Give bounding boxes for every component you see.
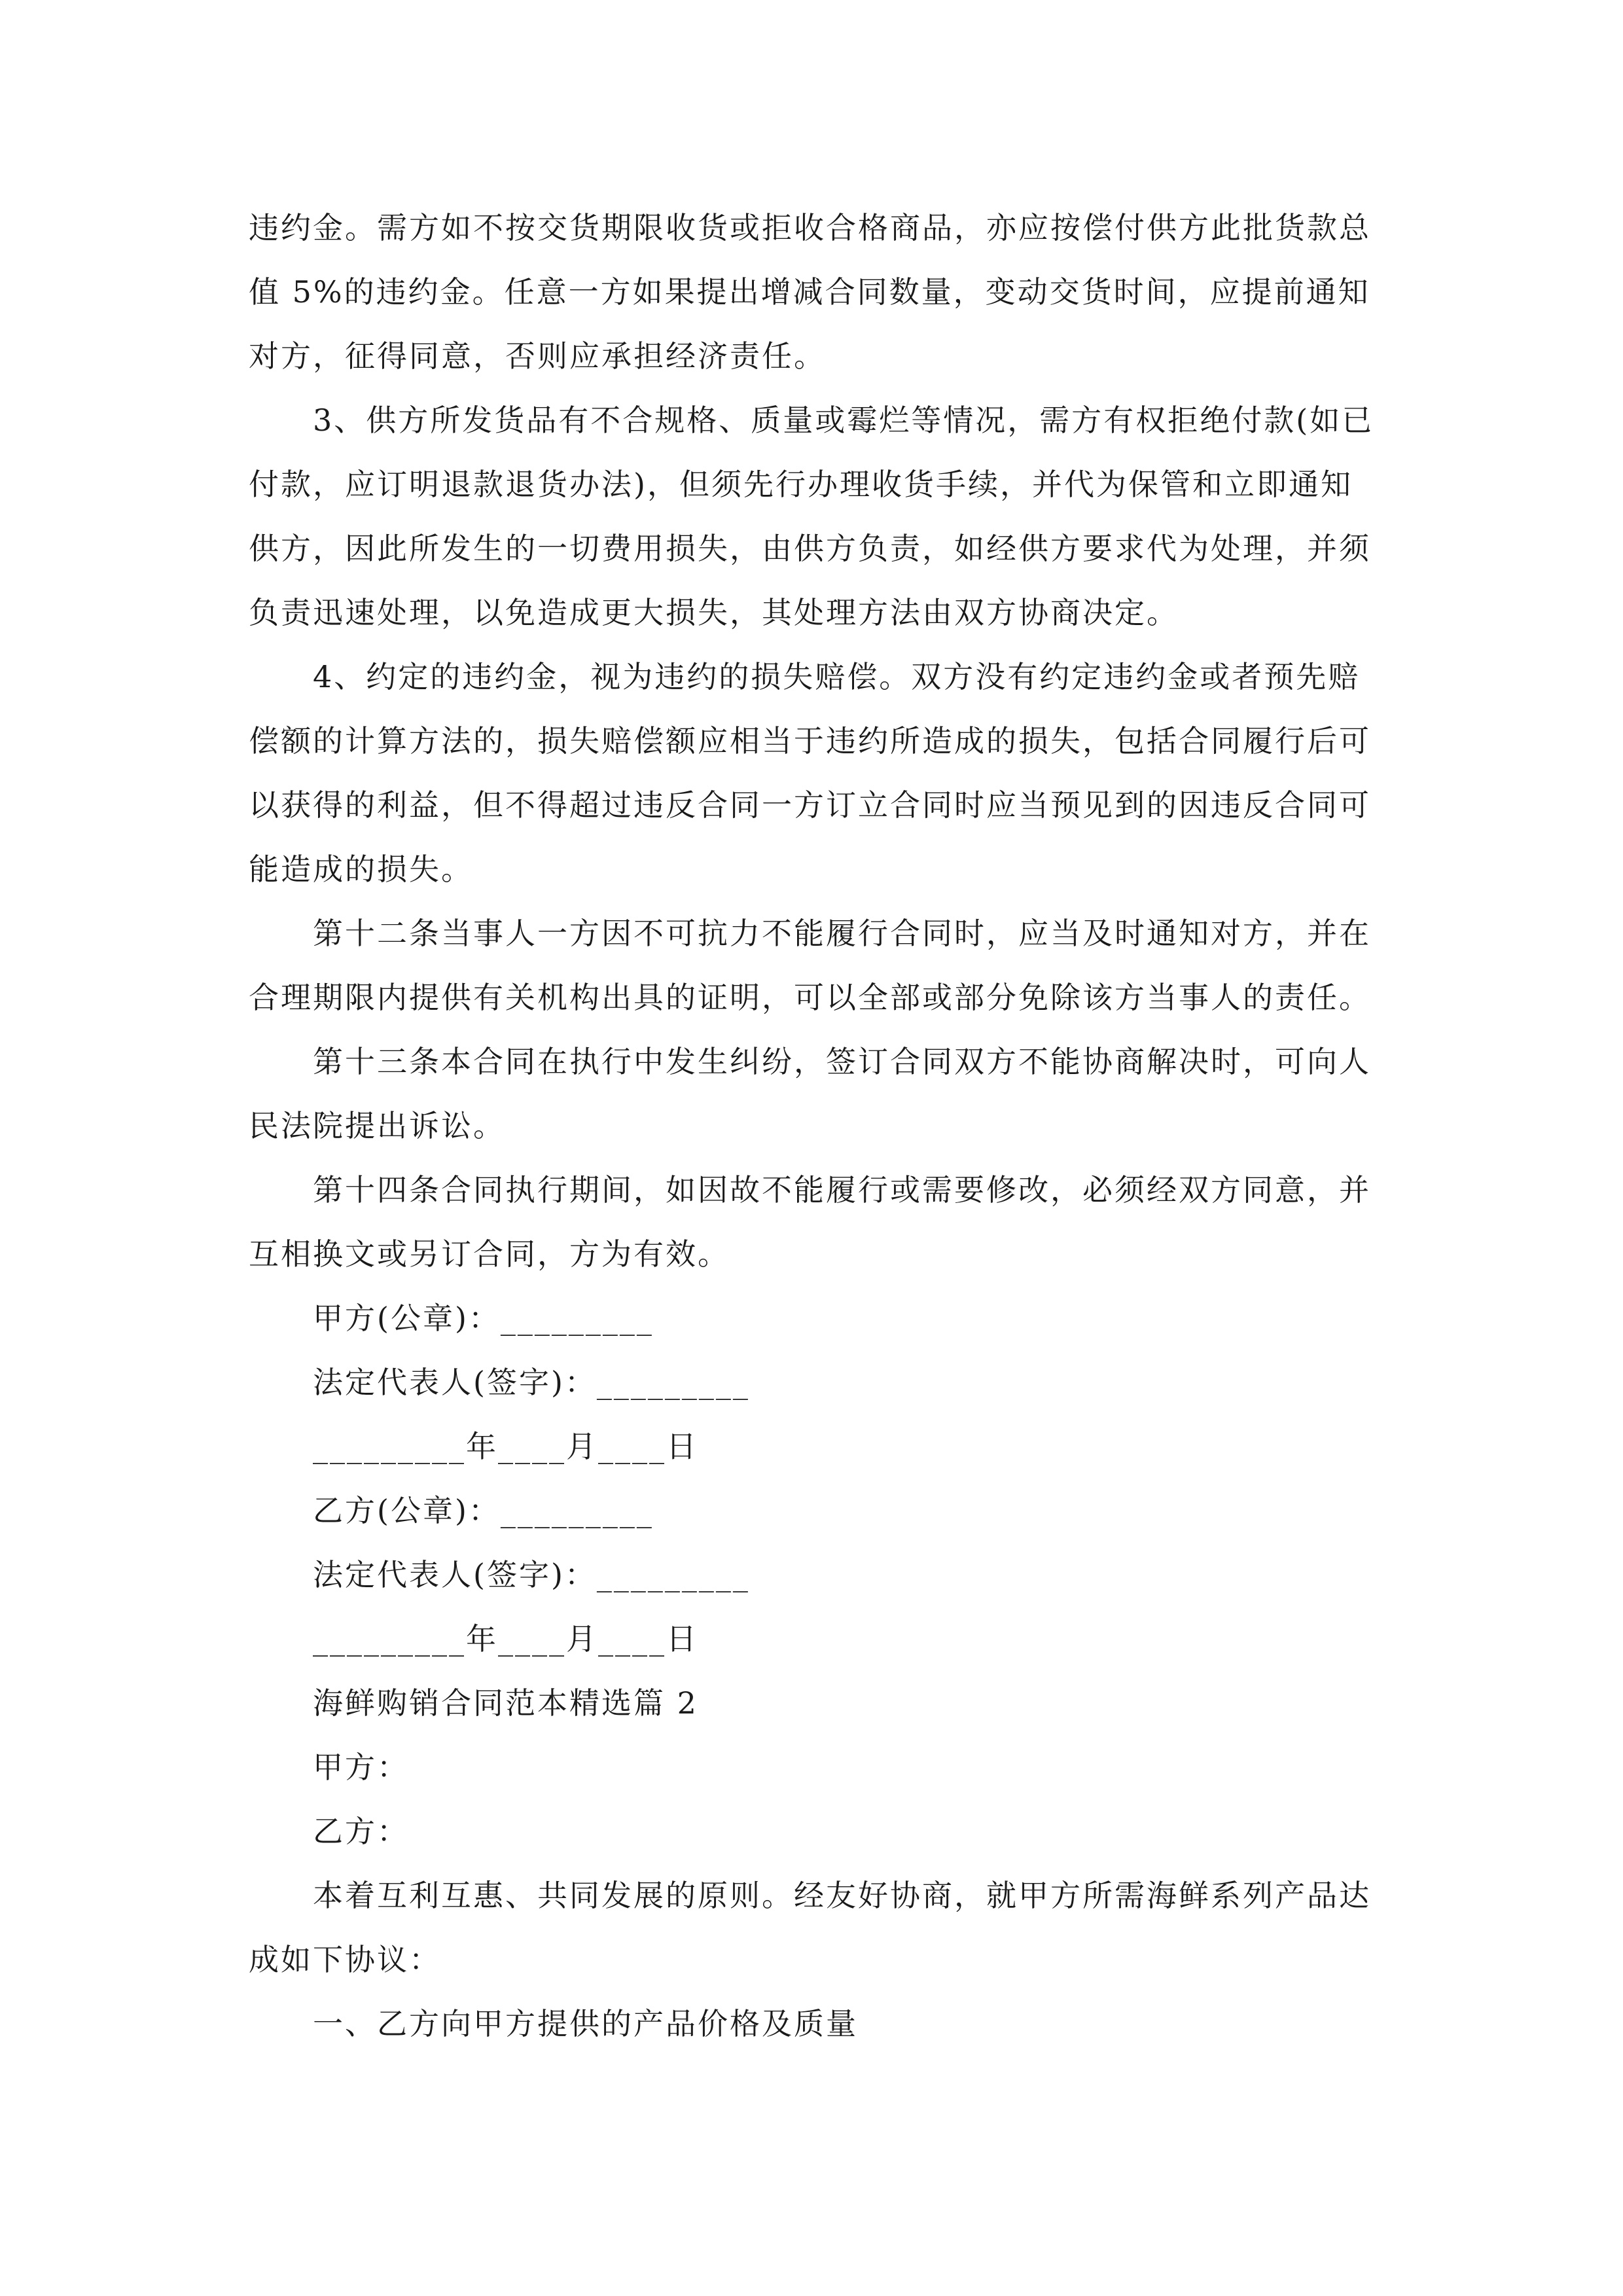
article-14-line: 第十四条合同执行期间，如因故不能履行或需要修改，必须经双方同意，并	[313, 1172, 1371, 1208]
article-14-line: 互相换文或另订合同，方为有效。	[249, 1236, 730, 1272]
party-a-seal-field: 甲方(公章)：_________	[313, 1300, 654, 1336]
section-title: 海鲜购销合同范本精选篇 2	[313, 1685, 698, 1721]
clause-1-heading: 一、乙方向甲方提供的产品价格及质量	[313, 2006, 858, 2041]
article-12-line: 合理期限内提供有关机构出具的证明，可以全部或部分免除该方当事人的责任。	[249, 980, 1371, 1015]
paragraph-line: 4、约定的违约金，视为违约的损失赔偿。双方没有约定违约金或者预先赔	[313, 659, 1361, 694]
paragraph-line: 负责迅速处理，以免造成更大损失，其处理方法由双方协商决定。	[249, 595, 1179, 630]
party-b-seal-field: 乙方(公章)：_________	[313, 1493, 654, 1528]
paragraph-line: 3、供方所发货品有不合规格、质量或霉烂等情况，需方有权拒绝付款(如已	[313, 403, 1374, 438]
paragraph-line: 偿额的计算方法的，损失赔偿额应相当于违约所造成的损失，包括合同履行后可	[249, 723, 1371, 759]
article-13-line: 第十三条本合同在执行中发生纠纷，签订合同双方不能协商解决时，可向人	[313, 1044, 1371, 1079]
party-b-label: 乙方：	[313, 1814, 409, 1849]
intro-line: 本着互利互惠、共同发展的原则。经友好协商，就甲方所需海鲜系列产品达	[313, 1878, 1371, 1913]
paragraph-line: 以获得的利益，但不得超过违反合同一方订立合同时应当预见到的因违反合同可	[249, 787, 1371, 823]
party-a-label: 甲方：	[313, 1749, 409, 1785]
article-13-line: 民法院提出诉讼。	[249, 1108, 505, 1143]
party-a-representative-field: 法定代表人(签字)：_________	[313, 1365, 750, 1400]
intro-line: 成如下协议：	[249, 1942, 441, 1977]
party-a-date-field: _________年____月____日	[313, 1429, 698, 1464]
article-12-line: 第十二条当事人一方因不可抗力不能履行合同时，应当及时通知对方，并在	[313, 916, 1371, 951]
party-b-date-field: _________年____月____日	[313, 1621, 698, 1657]
party-b-representative-field: 法定代表人(签字)：_________	[313, 1557, 750, 1592]
paragraph-line: 付款，应订明退款退货办法)，但须先行办理收货手续，并代为保管和立即通知	[249, 467, 1353, 502]
paragraph-line: 违约金。需方如不按交货期限收货或拒收合格商品，亦应按偿付供方此批货款总	[249, 210, 1371, 245]
paragraph-line: 供方，因此所发生的一切费用损失，由供方负责，如经供方要求代为处理，并须	[249, 531, 1371, 566]
paragraph-line: 能造成的损失。	[249, 852, 473, 887]
paragraph-line: 对方，征得同意，否则应承担经济责任。	[249, 338, 826, 374]
paragraph-line: 值 5%的违约金。任意一方如果提出增减合同数量，变动交货时间，应提前通知	[249, 274, 1370, 310]
